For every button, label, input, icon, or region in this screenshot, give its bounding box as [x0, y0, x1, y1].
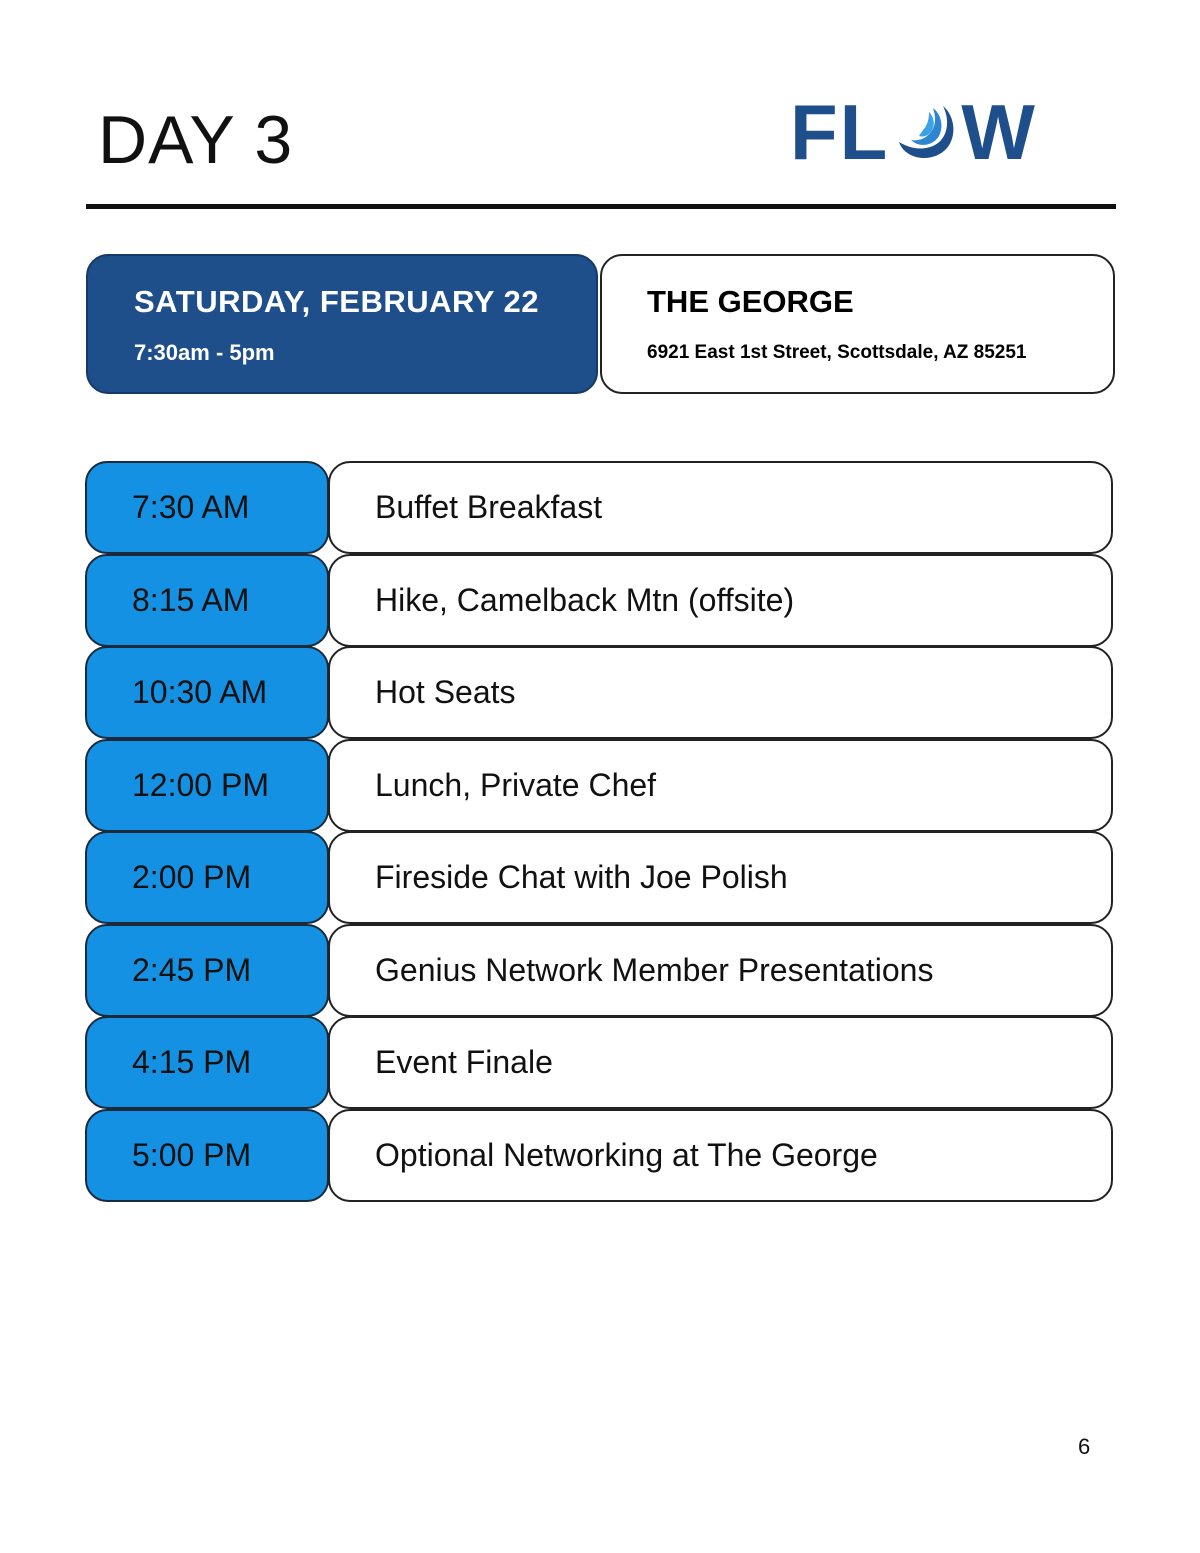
header-divider — [86, 204, 1116, 209]
schedule-event: Hike, Camelback Mtn (offsite) — [328, 554, 1113, 647]
schedule-time: 12:00 PM — [85, 739, 329, 832]
event-date: SATURDAY, FEBRUARY 22 — [134, 284, 539, 319]
venue-name: THE GEORGE — [647, 284, 854, 319]
schedule-row — [85, 1109, 1113, 1202]
logo-text-end: W — [961, 88, 1037, 176]
schedule-event: Hot Seats — [328, 646, 1113, 739]
schedule-event: Event Finale — [328, 1016, 1113, 1109]
schedule-event: Buffet Breakfast — [328, 461, 1113, 554]
schedule-event: Lunch, Private Chef — [328, 739, 1113, 832]
schedule-row — [85, 461, 1113, 554]
schedule-table — [85, 461, 1113, 1201]
schedule-time: 2:45 PM — [85, 924, 329, 1017]
schedule-row — [85, 924, 1113, 1017]
flow-logo — [790, 88, 1080, 176]
page-title: DAY 3 — [98, 102, 294, 178]
schedule-time: 7:30 AM — [85, 461, 329, 554]
schedule-time: 5:00 PM — [85, 1109, 329, 1202]
date-box — [86, 254, 598, 394]
venue-address: 6921 East 1st Street, Scottsdale, AZ 85251 — [647, 342, 1027, 363]
page-number: 6 — [1078, 1434, 1091, 1459]
logo-text-start: FL — [790, 88, 890, 176]
schedule-row — [85, 554, 1113, 647]
schedule-event: Genius Network Member Presentations — [328, 924, 1113, 1017]
schedule-time: 4:15 PM — [85, 1016, 329, 1109]
schedule-time: 10:30 AM — [85, 646, 329, 739]
schedule-row — [85, 831, 1113, 924]
schedule-row — [85, 1016, 1113, 1109]
event-hours: 7:30am - 5pm — [134, 340, 275, 365]
schedule-time: 2:00 PM — [85, 831, 329, 924]
schedule-row — [85, 646, 1113, 739]
schedule-time: 8:15 AM — [85, 554, 329, 647]
venue-box — [600, 254, 1115, 394]
schedule-event: Fireside Chat with Joe Polish — [328, 831, 1113, 924]
schedule-row — [85, 739, 1113, 832]
schedule-event: Optional Networking at The George — [328, 1109, 1113, 1202]
wave-o-icon — [889, 96, 961, 168]
